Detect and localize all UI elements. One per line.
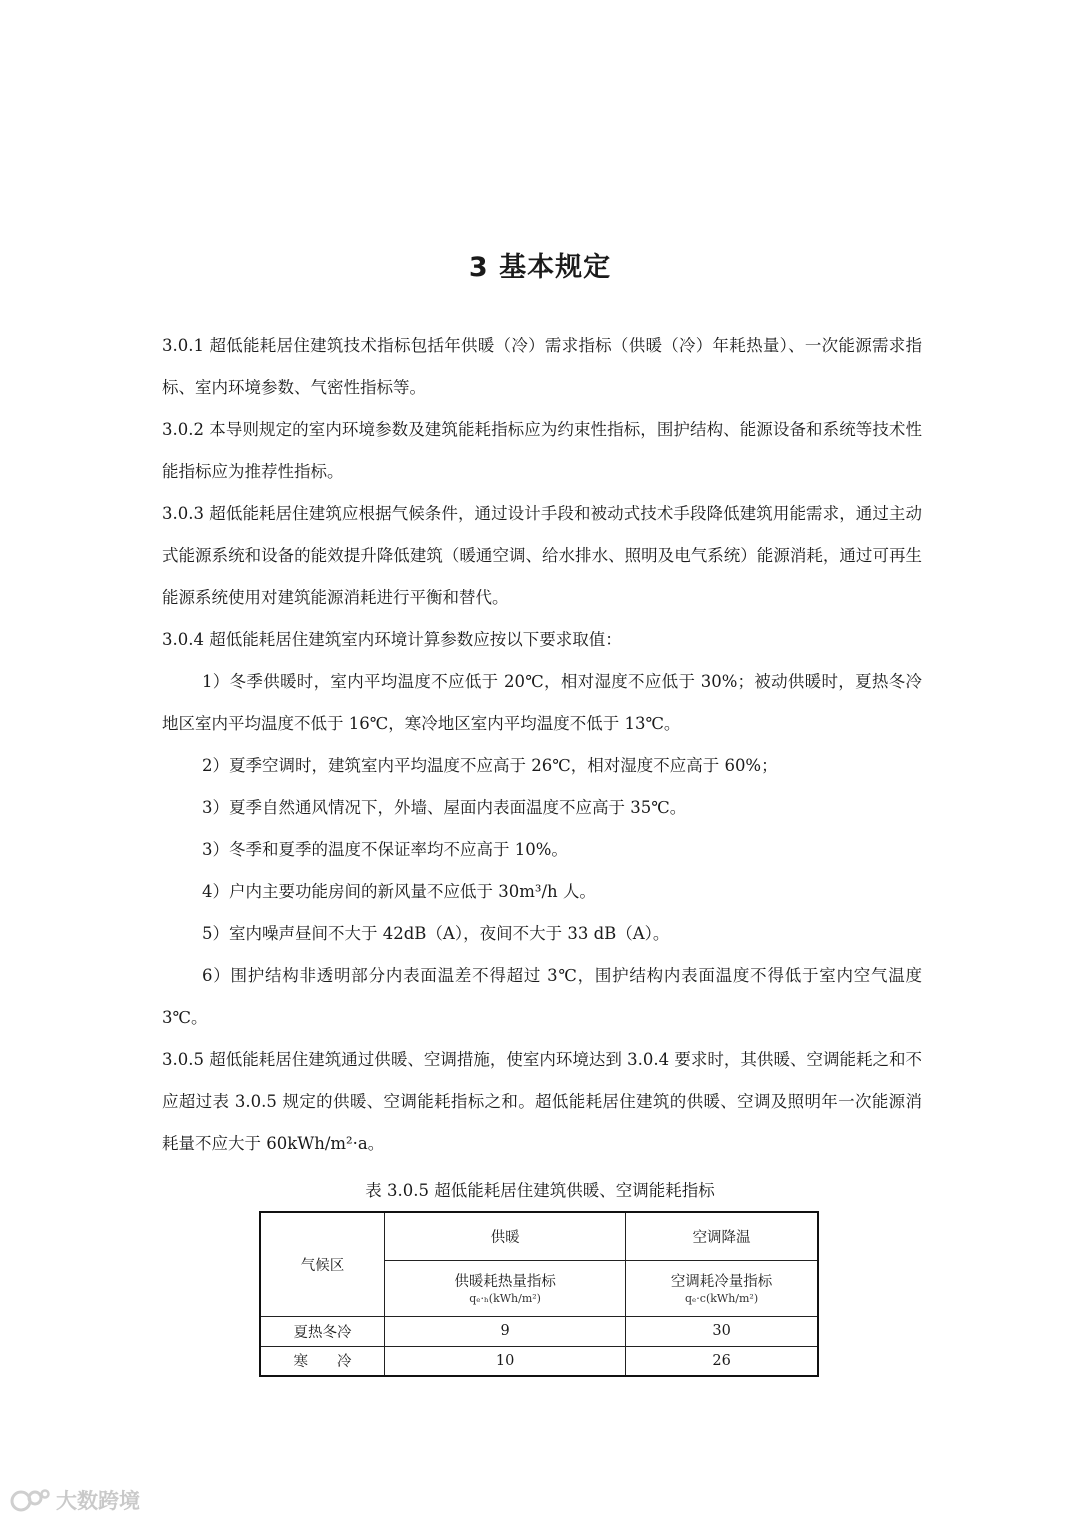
- chapter-title: 3 基本规定: [468, 252, 612, 283]
- header-cooling-metric: [626, 1260, 818, 1316]
- heating-unit: qₑ·ₕ(kWh/m²): [469, 1291, 541, 1305]
- header-heating: 供暖: [385, 1212, 626, 1260]
- clause-3-0-1: 3.0.1 超低能耗居住建筑技术指标包括年供暖（冷）需求指标（供暖（冷）年耗热量）、一次能源需求指标、室内环境参数、气密性指标等。: [162, 336, 922, 397]
- list-item: 1）冬季供暖时，室内平均温度不应低于 20℃，相对湿度不应低于 30%；被动供暖时，夏热冬冷地区室内平均温度不低于 16℃，寒冷地区室内平均温度不低于 13℃。: [162, 672, 922, 733]
- table-row: [260, 1316, 818, 1346]
- watermark-logo: [10, 1484, 140, 1516]
- body-text: [162, 325, 922, 1165]
- table-caption: 表 3.0.5 超低能耗居住建筑供暖、空调能耗指标: [365, 1181, 715, 1200]
- zone-cell: 夏热冬冷: [260, 1316, 385, 1346]
- cooling-metric-label: 空调耗冷量指标: [670, 1273, 773, 1290]
- clause-3-0-4: 3.0.4 超低能耗居住建筑室内环境计算参数应按以下要求取值：: [162, 630, 622, 649]
- clause-3-0-3: 3.0.3 超低能耗居住建筑应根据气候条件，通过设计手段和被动式技术手段降低建筑用能需求，通过主动式能源系统和设备的能效提升降低建筑（暖通空调、给水排水、照明及电气系统）能源消耗，通过可再生能源系统使用对建筑能源消耗进行平衡和替代。: [162, 504, 922, 607]
- list-item: 3）夏季自然通风情况下，外墙、屋面内表面温度不应高于 35℃。: [202, 798, 687, 817]
- list-item: 6）围护结构非透明部分内表面温差不得超过 3℃，围护结构内表面温度不得低于室内空气温度 3℃。: [162, 966, 922, 1027]
- list-item: 3）冬季和夏季的温度不保证率均不应高于 10%。: [202, 840, 568, 859]
- cooling-cell: 30: [626, 1316, 818, 1346]
- clause-3-0-2: 3.0.2 本导则规定的室内环境参数及建筑能耗指标应为约束性指标，围护结构、能源设备和系统等技术性能指标应为推荐性指标。: [162, 420, 922, 481]
- clause-3-0-5: 3.0.5 超低能耗居住建筑通过供暖、空调措施，使室内环境达到 3.0.4 要求时，其供暖、空调能耗之和不应超过表 3.0.5 规定的供暖、空调能耗指标之和。超低能耗居住建筑的供暖、空调及照明年一次能源消耗量不应大于 60kWh/m²·a。: [162, 1050, 922, 1153]
- header-climate-zone: 气候区: [260, 1212, 385, 1316]
- header-heating-metric: [385, 1260, 626, 1316]
- watermark-text: 大数跨境: [56, 1489, 140, 1513]
- table-row: [260, 1346, 818, 1376]
- heating-cell: 9: [385, 1316, 626, 1346]
- heating-cell: 10: [385, 1346, 626, 1376]
- zone-cell: 寒 冷: [260, 1346, 385, 1376]
- cooling-unit: qₑ·c(kWh/m²): [684, 1291, 759, 1305]
- list-item: 5）室内噪声昼间不大于 42dB（A），夜间不大于 33 dB（A）。: [202, 924, 670, 943]
- list-item: 2）夏季空调时，建筑室内平均温度不应高于 26℃，相对湿度不应高于 60%；: [202, 756, 778, 775]
- watermark-mark-icon: [10, 1487, 50, 1513]
- header-cooling: 空调降温: [626, 1212, 818, 1260]
- list-item: 4）户内主要功能房间的新风量不应低于 30m³/h 人。: [202, 882, 596, 901]
- heating-metric-label: 供暖耗热量指标: [454, 1273, 556, 1290]
- cooling-cell: 26: [626, 1346, 818, 1376]
- energy-index-table: [259, 1211, 819, 1377]
